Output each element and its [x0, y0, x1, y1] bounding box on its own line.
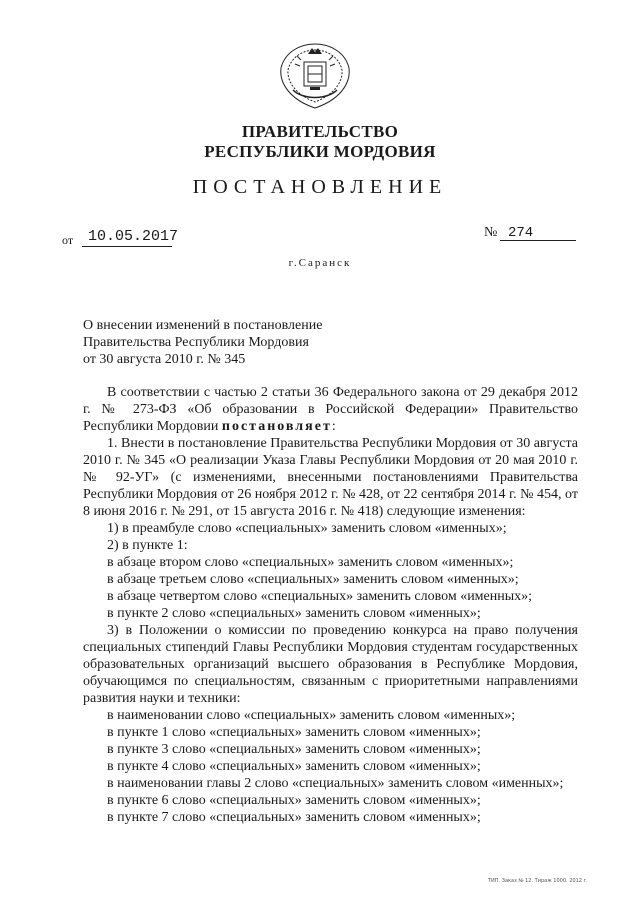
- intro-text: В соответствии с частью 2 статьи 36 Федерального закона от 29 декабря 2012 г. № 273-ФЗ «Об образовании в Российской Федерации» Правительство Республики Мордовии: [83, 385, 578, 434]
- intro-end: :: [331, 419, 336, 434]
- resolution-word: постановляет: [221, 419, 332, 434]
- government-name-line1: ПРАВИТЕЛЬСТВО: [241, 122, 399, 141]
- intro-paragraph: [83, 384, 578, 435]
- date-value: 10.05.2017: [88, 228, 179, 245]
- body-paragraph: в абзаце втором слово «специальных» заменить словом «именных»;: [107, 555, 514, 570]
- body-paragraph: в абзаце четвертом слово «специальных» заменить словом «именных»;: [107, 589, 533, 604]
- body-paragraph: в абзаце третьем слово «специальных» заменить словом «именных»;: [107, 572, 519, 587]
- subject-line: от 30 августа 2010 г. № 345: [83, 352, 246, 367]
- body-paragraph: в пункте 4 слово «специальных» заменить словом «именных»;: [107, 759, 481, 774]
- number-label: №: [484, 225, 498, 240]
- date-label: от: [62, 233, 74, 247]
- coat-of-arms-emblem: [275, 40, 355, 112]
- city-name: г.Саранск: [288, 257, 352, 269]
- body-paragraph: в пункте 2 слово «специальных» заменить словом «именных»;: [107, 606, 481, 621]
- body-paragraph: 3) в Положении о комиссии по проведению конкурса на право получения специальных стипендий Главы Республики Мордовия студентам государственных образовательных организаций высшего образования в Республике Мордовия, обучающимся по специальностям, связанным с приоритетными направлениями развития науки и техники:: [83, 623, 578, 706]
- subject-line: О внесении изменений в постановление: [83, 318, 323, 333]
- body-paragraph: в пункте 1 слово «специальных» заменить словом «именных»;: [107, 725, 481, 740]
- body-paragraph: в пункте 7 слово «специальных» заменить словом «именных»;: [107, 810, 481, 825]
- subject-line: Правительства Республики Мордовия: [83, 335, 309, 350]
- body-paragraph: 2) в пункте 1:: [107, 538, 188, 553]
- body-paragraph: в пункте 6 слово «специальных» заменить словом «именных»;: [107, 793, 481, 808]
- print-footer: ТИП. Заказ № 12. Тираж 1000. 2012 г.: [488, 878, 588, 884]
- body-paragraph: 1) в преамбуле слово «специальных» заменить словом «именных»;: [107, 521, 507, 536]
- body-paragraph: в наименовании главы 2 слово «специальных» заменить словом «именных»;: [107, 776, 564, 791]
- document-subject: [83, 317, 322, 368]
- number-underline: [500, 240, 576, 241]
- body-paragraph: в пункте 3 слово «специальных» заменить словом «именных»;: [107, 742, 481, 757]
- date-underline: [82, 246, 172, 247]
- government-name-line2: РЕСПУБЛИКИ МОРДОВИЯ: [204, 142, 436, 161]
- document-body: [83, 384, 578, 826]
- body-paragraph: в наименовании слово «специальных» заменить словом «именных»;: [107, 708, 516, 723]
- body-paragraph: 1. Внести в постановление Правительства Республики Мордовия от 30 августа 2010 г. № 345 «О реализации Указа Главы Республики Мордовия от 20 мая 2010 г. № 92-УГ» (с изменениями, внесенными постановлениями Правительства Республики Мордовия от 26 ноября 2012 г. № 428, от 22 сентября 2014 г. № 454, от 8 июня 2016 г. № 291, от 15 августа 2016 г. № 418) следующие изменения:: [83, 436, 578, 519]
- number-value: 274: [508, 225, 534, 241]
- document-title: ПОСТАНОВЛЕНИЕ: [192, 176, 448, 198]
